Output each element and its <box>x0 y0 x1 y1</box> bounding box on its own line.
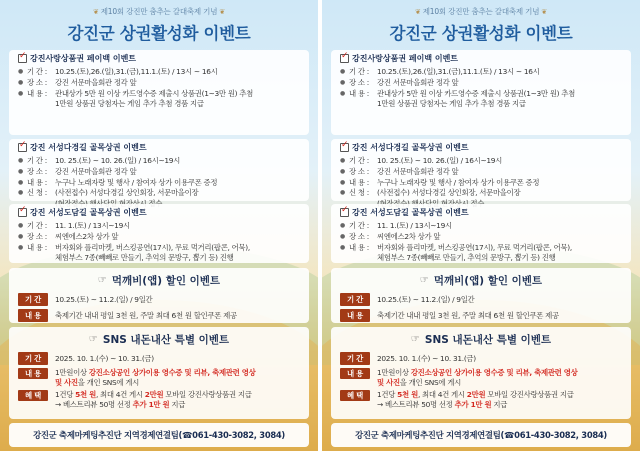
sns-event-card <box>331 327 631 419</box>
content-tag: 내 용 <box>18 368 48 379</box>
seomunga-date-row: ● 기 간 : 10. 25.(토) ~ 10. 26.(일) / 16시~19시 <box>340 156 502 165</box>
checkbox-icon <box>18 143 27 152</box>
bullet-icon: ● <box>340 189 345 197</box>
food-content-row: 내 용 축제기간 내내 평일 3천 원, 주말 최대 6천 원 할인쿠폰 제공 <box>18 309 300 322</box>
poster-subtitle: ❦ 제10회 강진만 춤추는 갈대축제 기념 ❦ <box>93 7 225 16</box>
bullet-icon: ● <box>18 89 23 97</box>
content-tag: 내 용 <box>18 309 48 322</box>
poster-header <box>322 6 640 44</box>
seomunga-date-row: ● 기 간 : 10. 25.(토) ~ 10. 26.(일) / 16시~19시 <box>18 156 180 165</box>
seomunga-content-row: ● 내 용 : 누구나 노래자랑 및 행사 / 참여자 상가 이용쿠폰 증정 <box>18 177 218 187</box>
payback-event-card <box>331 50 631 135</box>
seomunga-apply-row: ● 신 청 : (사전접수) 서성다경길 상인회장, 서문마을이장 <box>340 188 521 198</box>
payback-content-row: ● 내 용 : 관내상가 5만 원 이상 카드영수증 제출시 상품권(1~3만 원) 추첨 <box>18 88 253 98</box>
bullet-icon: ● <box>18 178 23 186</box>
seodorigil-place-row: ● 장 소 : 씨엔에스2차 상가 앞 <box>18 231 119 241</box>
poster-right <box>322 0 640 451</box>
food-event-title: ☞ 먹깨비(앱) 할인 이벤트 <box>97 275 221 287</box>
seomunga-place-row: ● 장 소 : 강진 서문마을회관 정각 앞 <box>340 166 459 176</box>
sns-benefit-row: 혜 택 1건당 5천 원, 최대 4건 게시 2만원 모바일 강진사랑상품권 지급 → 베스트리뷰 50명 선정 추가 1만 원 지급 <box>18 390 300 410</box>
bullet-icon: ● <box>18 243 23 251</box>
seomunga-event-card <box>9 139 309 201</box>
sns-event-card <box>9 327 309 419</box>
food-date-row: 기 간 10.25.(토) ~ 11.2.(일) / 9일간 <box>340 293 622 306</box>
bullet-icon: ● <box>340 78 345 86</box>
contact-text: 강진군 축제마케팅추진단 지역경제연결팀(☎061-430-3082, 3084) <box>33 430 285 440</box>
checkbox-icon <box>340 54 349 63</box>
bullet-icon: ● <box>340 243 345 251</box>
poster-title: 강진군 상권활성화 이벤트 <box>67 24 251 43</box>
seomunga-apply-row: ● 신 청 : (사전접수) 서성다경길 상인회장, 서문마을이장 <box>18 188 199 198</box>
bullet-icon: ● <box>18 222 23 229</box>
payback-event-title: ✓ 강진사랑상품권 페이백 이벤트 <box>18 53 300 64</box>
contact-footer <box>331 423 631 447</box>
seodorigil-event-card <box>331 204 631 263</box>
date-tag: 기 간 <box>340 352 370 365</box>
food-event-title: ☞ 먹깨비(앱) 할인 이벤트 <box>419 275 543 287</box>
benefit-tag: 혜 택 <box>340 390 370 401</box>
leaf-icon: ❦ <box>539 8 547 16</box>
payback-content-continued: 1만원 상품권 당첨자는 게임 추가 추첨 경품 지급 <box>377 99 526 109</box>
sns-content-row: 내 용 1만원이상 강진소상공인 상가이용 영수증 및 리뷰, 축제관련 영상 및 사진을 개인 SNS에 게시 <box>340 368 622 388</box>
content-tag: 내 용 <box>340 309 370 322</box>
bullet-icon: ● <box>18 167 23 175</box>
seodorigil-date-row: ● 기 간 : 11. 1.(토) / 13시~19시 <box>18 221 130 230</box>
food-event-card <box>9 268 309 323</box>
bullet-icon: ● <box>340 222 345 229</box>
bullet-icon: ● <box>340 167 345 175</box>
bullet-icon: ● <box>340 89 345 97</box>
food-content-row: 내 용 축제기간 내내 평일 3천 원, 주말 최대 6천 원 할인쿠폰 제공 <box>340 309 622 322</box>
sns-content-row: 내 용 1만원이상 강진소상공인 상가이용 영수증 및 리뷰, 축제관련 영상 및 사진을 개인 SNS에 게시 <box>18 368 300 388</box>
date-tag: 기 간 <box>18 293 48 306</box>
bullet-icon: ● <box>340 68 345 75</box>
leaf-icon: ❦ <box>217 8 225 16</box>
poster-left <box>0 0 318 451</box>
seomunga-place-row: ● 장 소 : 강진 서문마을회관 정각 앞 <box>18 166 137 176</box>
checkbox-icon <box>18 54 27 63</box>
checkbox-icon <box>340 208 349 217</box>
sns-date-row: 기 간 2025. 10. 1.(수) ~ 10. 31.(금) <box>18 352 300 365</box>
pointing-hand-icon: ☞ <box>410 334 420 345</box>
checkbox-icon <box>18 208 27 217</box>
seodorigil-event-card <box>9 204 309 263</box>
seomunga-event-title: ✓ 강진 서성다경길 골목상권 이벤트 <box>18 142 300 153</box>
sns-benefit-row: 혜 택 1건당 5천 원, 최대 4건 게시 2만원 모바일 강진사랑상품권 지급 → 베스트리뷰 50명 선정 추가 1만 원 지급 <box>340 390 622 410</box>
seodorigil-event-title: ✓ 강진 서성도담길 골목상권 이벤트 <box>340 207 622 218</box>
bullet-icon: ● <box>18 232 23 240</box>
food-event-card <box>331 268 631 323</box>
payback-date-row: ● 기 간 : 10.25.(토),26.(일),31.(금),11.1.(토) / 13시 ~ 16시 <box>340 67 540 76</box>
payback-event-card <box>9 50 309 135</box>
seodorigil-place-row: ● 장 소 : 씨엔에스2차 상가 앞 <box>340 231 441 241</box>
payback-content-continued: 1만원 상품권 당첨자는 게임 추가 추첨 경품 지급 <box>55 99 204 109</box>
pointing-hand-icon: ☞ <box>419 275 429 286</box>
bullet-icon: ● <box>18 189 23 197</box>
seodorigil-content-row: ● 내 용 : 버자회와 플리마켓, 버스킹공연(17시), 무료 먹거리(팝콘, 어묵), <box>340 242 572 252</box>
date-tag: 기 간 <box>18 352 48 365</box>
seodorigil-content-continued: 체험부스 7종(빼빼로 만들기, 추억의 문방구, 뽑기 등) 진행 <box>55 253 234 263</box>
date-tag: 기 간 <box>340 293 370 306</box>
bullet-icon: ● <box>18 68 23 75</box>
sns-event-title: ☞ SNS 내돈내산 특별 이벤트 <box>88 334 230 346</box>
poster-title: 강진군 상권활성화 이벤트 <box>389 24 573 43</box>
content-tag: 내 용 <box>340 368 370 379</box>
seodorigil-event-title: ✓ 강진 서성도담길 골목상권 이벤트 <box>18 207 300 218</box>
seomunga-event-card <box>331 139 631 201</box>
poster-subtitle: ❦ 제10회 강진만 춤추는 갈대축제 기념 ❦ <box>415 7 547 16</box>
seodorigil-date-row: ● 기 간 : 11. 1.(토) / 13시~19시 <box>340 221 452 230</box>
payback-date-row: ● 기 간 : 10.25.(토),26.(일),31.(금),11.1.(토) / 13시 ~ 16시 <box>18 67 218 76</box>
leaf-icon: ❦ <box>415 8 423 16</box>
payback-place-row: ● 장 소 : 강진 서문마을회관 정각 앞 <box>18 77 137 87</box>
leaf-icon: ❦ <box>93 8 101 16</box>
payback-event-title: ✓ 강진사랑상품권 페이백 이벤트 <box>340 53 622 64</box>
payback-content-row: ● 내 용 : 관내상가 5만 원 이상 카드영수증 제출시 상품권(1~3만 원) 추첨 <box>340 88 575 98</box>
pointing-hand-icon: ☞ <box>97 275 107 286</box>
seomunga-event-title: ✓ 강진 서성다경길 골목상권 이벤트 <box>340 142 622 153</box>
contact-footer <box>9 423 309 447</box>
checkbox-icon <box>340 143 349 152</box>
bullet-icon: ● <box>340 232 345 240</box>
payback-place-row: ● 장 소 : 강진 서문마을회관 정각 앞 <box>340 77 459 87</box>
sns-event-title: ☞ SNS 내돈내산 특별 이벤트 <box>410 334 552 346</box>
seomunga-content-row: ● 내 용 : 누구나 노래자랑 및 행사 / 참여자 상가 이용쿠폰 증정 <box>340 177 540 187</box>
seodorigil-content-row: ● 내 용 : 버자회와 플리마켓, 버스킹공연(17시), 무료 먹거리(팝콘, 어묵), <box>18 242 250 252</box>
seodorigil-content-continued: 체험부스 7종(빼빼로 만들기, 추억의 문방구, 뽑기 등) 진행 <box>377 253 556 263</box>
contact-text: 강진군 축제마케팅추진단 지역경제연결팀(☎061-430-3082, 3084) <box>355 430 607 440</box>
poster-header <box>0 6 318 44</box>
bullet-icon: ● <box>18 78 23 86</box>
sns-date-row: 기 간 2025. 10. 1.(수) ~ 10. 31.(금) <box>340 352 622 365</box>
pointing-hand-icon: ☞ <box>88 334 98 345</box>
food-date-row: 기 간 10.25.(토) ~ 11.2.(일) / 9일간 <box>18 293 300 306</box>
benefit-tag: 혜 택 <box>18 390 48 401</box>
bullet-icon: ● <box>340 157 345 164</box>
bullet-icon: ● <box>18 157 23 164</box>
bullet-icon: ● <box>340 178 345 186</box>
